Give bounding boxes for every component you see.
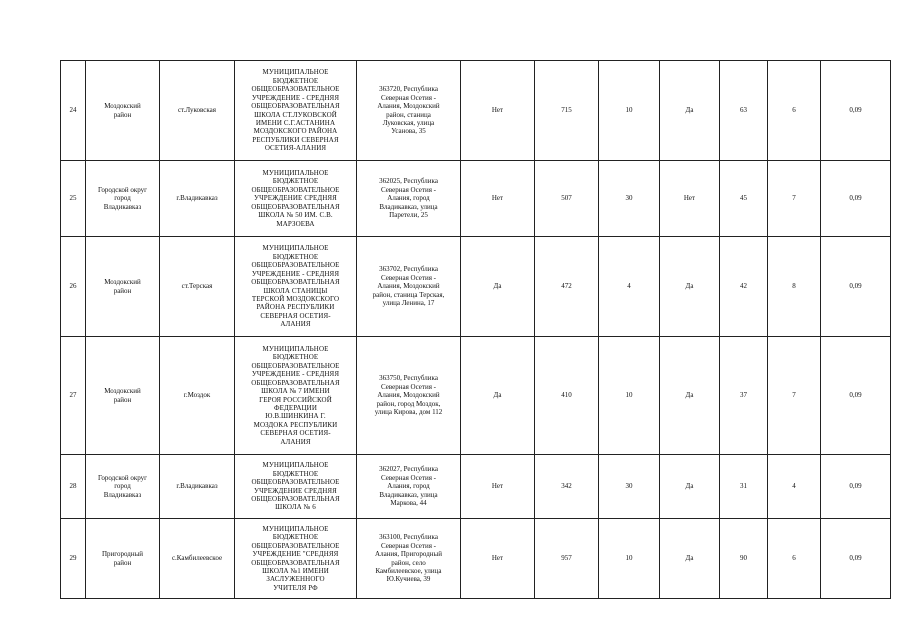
value-cell: 0,09 [821, 61, 891, 161]
school-name-cell: МУНИЦИПАЛЬНОЕ БЮДЖЕТНОЕ ОБЩЕОБРАЗОВАТЕЛЬНОЕ УЧРЕЖДЕНИЕ - СРЕДНЯЯ ОБЩЕОБРАЗОВАТЕЛЬНАЯ ШКОЛА СТАНИЦЫ ТЕРСКОЙ МОЗДОКСКОГО РАЙОНА РЕСПУБЛИКИ СЕВЕРНАЯ ОСЕТИЯ- АЛАНИЯ [235, 237, 357, 337]
locality-cell: с.Камбилеевское [160, 519, 235, 599]
address-cell: 363720, Республика Северная Осетия - Алания, Моздокский район, станица Луковская, улица Усанова, 35 [357, 61, 461, 161]
district-cell: Городской округ город Владикавказ [86, 161, 160, 237]
address-cell: 362025, Республика Северная Осетия - Алания, город Владикавказ, улица Паретели, 25 [357, 161, 461, 237]
value-cell: 63 [720, 61, 768, 161]
value-cell: 6 [768, 519, 821, 599]
value-cell: Да [461, 337, 535, 455]
locality-cell: ст.Луковская [160, 61, 235, 161]
value-cell: 37 [720, 337, 768, 455]
value-cell: 0,09 [821, 519, 891, 599]
value-cell: 6 [768, 61, 821, 161]
table-row [61, 161, 891, 237]
table-row [61, 337, 891, 455]
value-cell: 0,09 [821, 337, 891, 455]
row-number: 26 [61, 237, 86, 337]
value-cell: 31 [720, 455, 768, 519]
value-cell: 4 [768, 455, 821, 519]
value-cell: Нет [461, 61, 535, 161]
value-cell: 30 [599, 455, 660, 519]
value-cell: 90 [720, 519, 768, 599]
row-number: 24 [61, 61, 86, 161]
value-cell: 7 [768, 161, 821, 237]
address-cell: 363100, Республика Северная Осетия - Алания, Пригородный район, село Камбилеевское, улица Ю.Кучиева, 39 [357, 519, 461, 599]
value-cell: Нет [461, 519, 535, 599]
value-cell: 0,09 [821, 455, 891, 519]
value-cell: Нет [660, 161, 720, 237]
school-name-cell: МУНИЦИПАЛЬНОЕ БЮДЖЕТНОЕ ОБЩЕОБРАЗОВАТЕЛЬНОЕ УЧРЕЖДЕНИЕ СРЕДНЯЯ ОБЩЕОБРАЗОВАТЕЛЬНАЯ ШКОЛА № 6 [235, 455, 357, 519]
value-cell: Да [660, 519, 720, 599]
district-cell: Моздокский район [86, 237, 160, 337]
school-data-table [60, 60, 891, 599]
address-cell: 363750, Республика Северная Осетия - Алания, Моздокский район, город Моздок, улица Кирова, дом 112 [357, 337, 461, 455]
value-cell: Нет [461, 455, 535, 519]
district-cell: Моздокский район [86, 61, 160, 161]
value-cell: 0,09 [821, 237, 891, 337]
school-name-cell: МУНИЦИПАЛЬНОЕ БЮДЖЕТНОЕ ОБЩЕОБРАЗОВАТЕЛЬНОЕ УЧРЕЖДЕНИЕ "СРЕДНЯЯ ОБЩЕОБРАЗОВАТЕЛЬНАЯ ШКОЛА №1 ИМЕНИ ЗАСЛУЖЕННОГО УЧИТЕЛЯ РФ [235, 519, 357, 599]
value-cell: 8 [768, 237, 821, 337]
value-cell: 410 [535, 337, 599, 455]
district-cell: Городской округ город Владикавказ [86, 455, 160, 519]
table-row [61, 455, 891, 519]
value-cell: Да [461, 237, 535, 337]
value-cell: 7 [768, 337, 821, 455]
value-cell: 10 [599, 337, 660, 455]
value-cell: Да [660, 61, 720, 161]
value-cell: Да [660, 337, 720, 455]
value-cell: 957 [535, 519, 599, 599]
value-cell: 342 [535, 455, 599, 519]
address-cell: 362027, Республика Северная Осетия - Алания, город Владикавказ, улица Маркова, 44 [357, 455, 461, 519]
value-cell: 10 [599, 61, 660, 161]
locality-cell: г.Владикавказ [160, 455, 235, 519]
value-cell: 10 [599, 519, 660, 599]
row-number: 25 [61, 161, 86, 237]
row-number: 29 [61, 519, 86, 599]
value-cell: 0,09 [821, 161, 891, 237]
value-cell: 30 [599, 161, 660, 237]
school-name-cell: МУНИЦИПАЛЬНОЕ БЮДЖЕТНОЕ ОБЩЕОБРАЗОВАТЕЛЬНОЕ УЧРЕЖДЕНИЕ - СРЕДНЯЯ ОБЩЕОБРАЗОВАТЕЛЬНАЯ ШКОЛА № 7 ИМЕНИ ГЕРОЯ РОССИЙСКОЙ ФЕДЕРАЦИИ Ю.В.ШИНКИНА Г. МОЗДОКА РЕСПУБЛИКИ СЕВЕРНАЯ ОСЕТИЯ- АЛАНИЯ [235, 337, 357, 455]
district-cell: Пригородный район [86, 519, 160, 599]
locality-cell: г.Моздок [160, 337, 235, 455]
school-name-cell: МУНИЦИПАЛЬНОЕ БЮДЖЕТНОЕ ОБЩЕОБРАЗОВАТЕЛЬНОЕ УЧРЕЖДЕНИЕ СРЕДНЯЯ ОБЩЕОБРАЗОВАТЕЛЬНАЯ ШКОЛА № 50 ИМ. С.В. МАРЗОЕВА [235, 161, 357, 237]
value-cell: 42 [720, 237, 768, 337]
district-cell: Моздокский район [86, 337, 160, 455]
locality-cell: г.Владикавказ [160, 161, 235, 237]
value-cell: Нет [461, 161, 535, 237]
school-name-cell: МУНИЦИПАЛЬНОЕ БЮДЖЕТНОЕ ОБЩЕОБРАЗОВАТЕЛЬНОЕ УЧРЕЖДЕНИЕ - СРЕДНЯЯ ОБЩЕОБРАЗОВАТЕЛЬНАЯ ШКОЛА СТ.ЛУКОВСКОЙ ИМЕНИ С.Г.АСТАНИНА МОЗДОКСКОГО РАЙОНА РЕСПУБЛИКИ СЕВЕРНАЯ ОСЕТИЯ-АЛАНИЯ [235, 61, 357, 161]
locality-cell: ст.Терская [160, 237, 235, 337]
address-cell: 363702, Республика Северная Осетия - Алания, Моздокский район, станица Терская, улица Ленина, 17 [357, 237, 461, 337]
table-row [61, 237, 891, 337]
value-cell: 715 [535, 61, 599, 161]
value-cell: 507 [535, 161, 599, 237]
value-cell: 472 [535, 237, 599, 337]
table-row [61, 519, 891, 599]
value-cell: Да [660, 455, 720, 519]
row-number: 27 [61, 337, 86, 455]
value-cell: Да [660, 237, 720, 337]
table-row [61, 61, 891, 161]
row-number: 28 [61, 455, 86, 519]
value-cell: 45 [720, 161, 768, 237]
value-cell: 4 [599, 237, 660, 337]
